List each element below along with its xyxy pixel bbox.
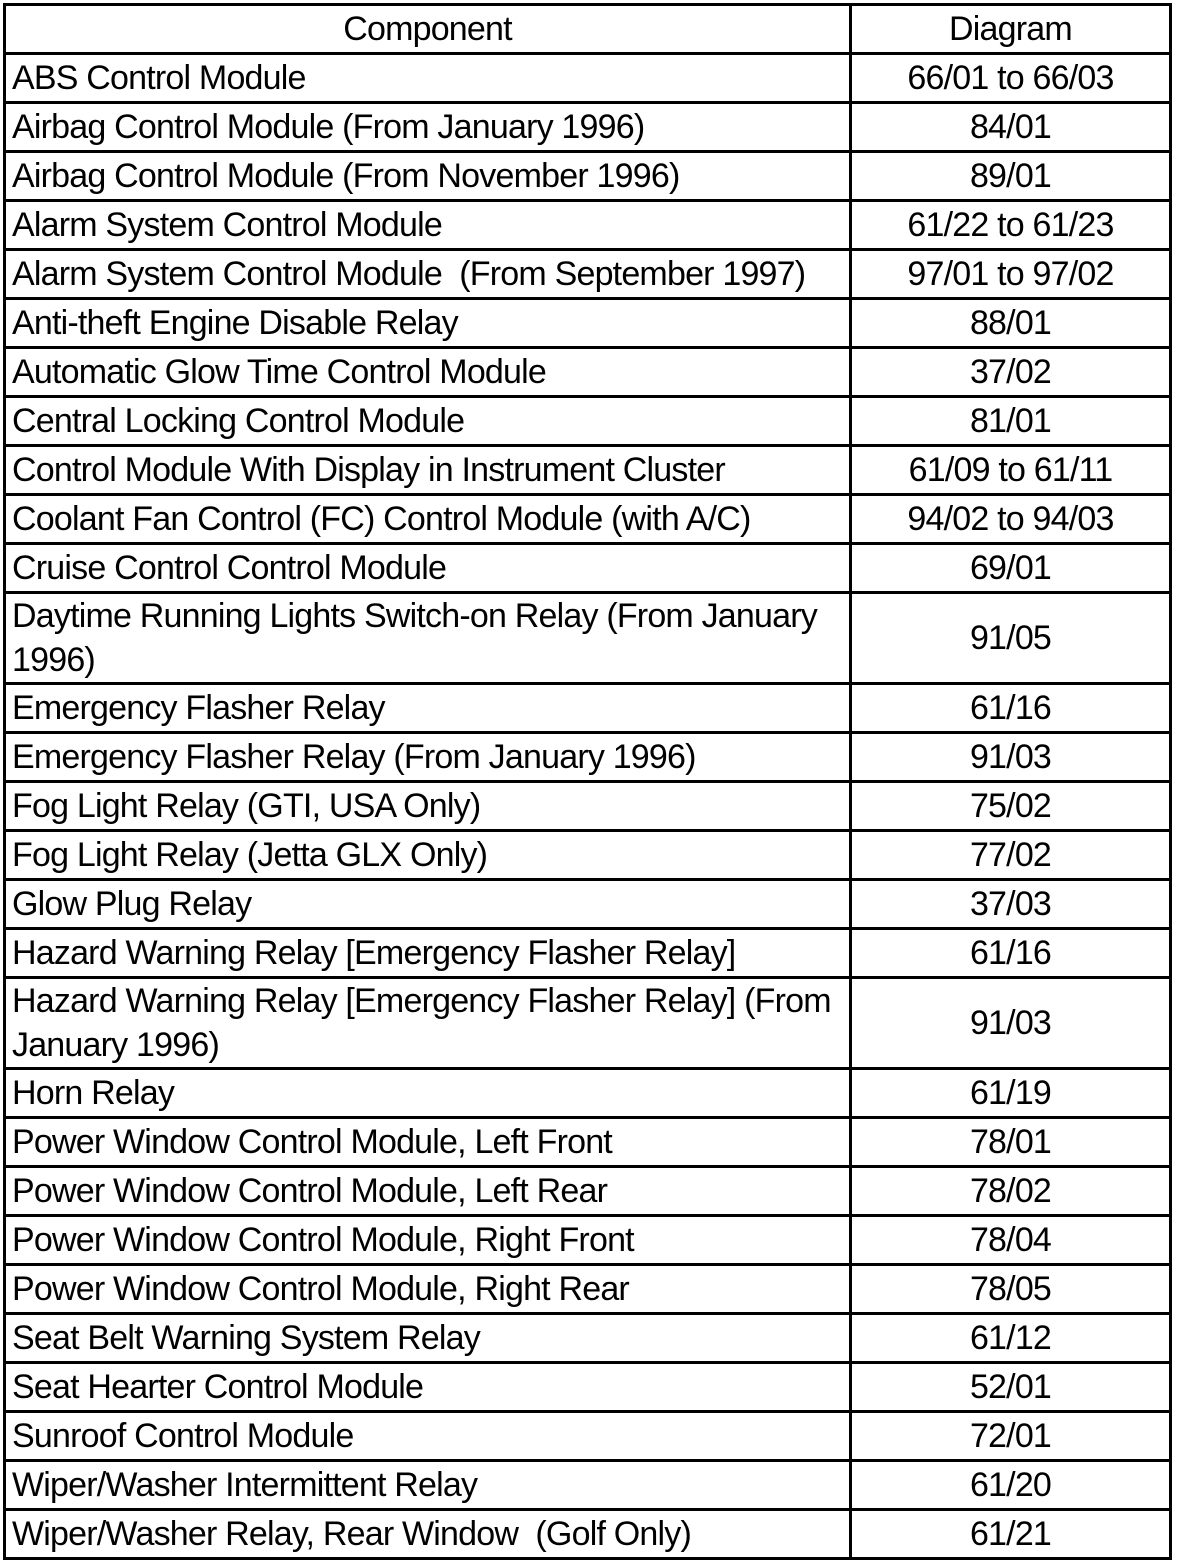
table-row [5, 1265, 1171, 1314]
table-row [5, 733, 1171, 782]
diagram-cell: 61/20 [851, 1461, 1171, 1510]
component-cell: Hazard Warning Relay [Emergency Flasher Relay] (From January 1996) [5, 978, 851, 1069]
diagram-cell: 77/02 [851, 831, 1171, 880]
component-cell: Wiper/Washer Intermittent Relay [5, 1461, 851, 1510]
diagram-cell: 61/21 [851, 1510, 1171, 1559]
diagram-cell: 97/01 to 97/02 [851, 250, 1171, 299]
component-cell: Fog Light Relay (GTI, USA Only) [5, 782, 851, 831]
diagram-cell: 94/02 to 94/03 [851, 495, 1171, 544]
diagram-cell: 61/16 [851, 929, 1171, 978]
component-cell: Sunroof Control Module [5, 1412, 851, 1461]
diagram-cell: 37/02 [851, 348, 1171, 397]
component-cell: Horn Relay [5, 1069, 851, 1118]
table-row [5, 831, 1171, 880]
diagram-cell: 91/05 [851, 593, 1171, 684]
diagram-cell: 72/01 [851, 1412, 1171, 1461]
diagram-cell: 89/01 [851, 152, 1171, 201]
diagram-cell: 75/02 [851, 782, 1171, 831]
table-row [5, 299, 1171, 348]
component-cell: Anti-theft Engine Disable Relay [5, 299, 851, 348]
diagram-cell: 91/03 [851, 978, 1171, 1069]
diagram-cell: 88/01 [851, 299, 1171, 348]
table-row [5, 880, 1171, 929]
component-cell: Glow Plug Relay [5, 880, 851, 929]
table-row [5, 978, 1171, 1069]
table-row [5, 1167, 1171, 1216]
diagram-cell: 52/01 [851, 1363, 1171, 1412]
component-cell: Alarm System Control Module (From September 1997) [5, 250, 851, 299]
component-cell: Power Window Control Module, Left Rear [5, 1167, 851, 1216]
component-cell: Power Window Control Module, Right Rear [5, 1265, 851, 1314]
diagram-cell: 61/19 [851, 1069, 1171, 1118]
component-cell: Coolant Fan Control (FC) Control Module (with A/C) [5, 495, 851, 544]
component-cell: ABS Control Module [5, 54, 851, 103]
component-cell: Central Locking Control Module [5, 397, 851, 446]
table-row [5, 348, 1171, 397]
table-row [5, 250, 1171, 299]
table-row [5, 544, 1171, 593]
table-row [5, 1510, 1171, 1559]
diagram-cell: 61/12 [851, 1314, 1171, 1363]
table-row [5, 1118, 1171, 1167]
component-cell: Emergency Flasher Relay (From January 1996) [5, 733, 851, 782]
table-row [5, 929, 1171, 978]
component-cell: Airbag Control Module (From November 1996) [5, 152, 851, 201]
table-row [5, 201, 1171, 250]
table-row [5, 1216, 1171, 1265]
table-row [5, 397, 1171, 446]
component-cell: Emergency Flasher Relay [5, 684, 851, 733]
diagram-cell: 66/01 to 66/03 [851, 54, 1171, 103]
component-diagram-table [3, 3, 1172, 1560]
table-row [5, 1314, 1171, 1363]
diagram-cell: 61/09 to 61/11 [851, 446, 1171, 495]
table-row [5, 684, 1171, 733]
table-row [5, 782, 1171, 831]
diagram-column-header: Diagram [851, 5, 1171, 54]
diagram-cell: 69/01 [851, 544, 1171, 593]
diagram-cell: 78/04 [851, 1216, 1171, 1265]
table-row [5, 152, 1171, 201]
component-cell: Hazard Warning Relay [Emergency Flasher Relay] [5, 929, 851, 978]
diagram-cell: 78/01 [851, 1118, 1171, 1167]
component-cell: Control Module With Display in Instrument Cluster [5, 446, 851, 495]
component-cell: Wiper/Washer Relay, Rear Window (Golf Only) [5, 1510, 851, 1559]
diagram-cell: 78/05 [851, 1265, 1171, 1314]
diagram-cell: 61/22 to 61/23 [851, 201, 1171, 250]
diagram-cell: 91/03 [851, 733, 1171, 782]
component-cell: Power Window Control Module, Right Front [5, 1216, 851, 1265]
table-row [5, 593, 1171, 684]
header-row [5, 5, 1171, 54]
table-row [5, 1069, 1171, 1118]
component-column-header: Component [5, 5, 851, 54]
component-cell: Automatic Glow Time Control Module [5, 348, 851, 397]
component-cell: Daytime Running Lights Switch-on Relay (From January 1996) [5, 593, 851, 684]
component-cell: Airbag Control Module (From January 1996) [5, 103, 851, 152]
table-row [5, 1363, 1171, 1412]
diagram-cell: 37/03 [851, 880, 1171, 929]
component-diagram-table-wrapper [3, 3, 1169, 1560]
component-cell: Power Window Control Module, Left Front [5, 1118, 851, 1167]
diagram-cell: 81/01 [851, 397, 1171, 446]
table-row [5, 103, 1171, 152]
table-row [5, 446, 1171, 495]
diagram-cell: 78/02 [851, 1167, 1171, 1216]
component-cell: Seat Belt Warning System Relay [5, 1314, 851, 1363]
component-cell: Cruise Control Control Module [5, 544, 851, 593]
table-row [5, 1412, 1171, 1461]
diagram-cell: 84/01 [851, 103, 1171, 152]
table-row [5, 54, 1171, 103]
component-cell: Fog Light Relay (Jetta GLX Only) [5, 831, 851, 880]
table-row [5, 495, 1171, 544]
table-row [5, 1461, 1171, 1510]
diagram-cell: 61/16 [851, 684, 1171, 733]
component-cell: Alarm System Control Module [5, 201, 851, 250]
component-cell: Seat Hearter Control Module [5, 1363, 851, 1412]
